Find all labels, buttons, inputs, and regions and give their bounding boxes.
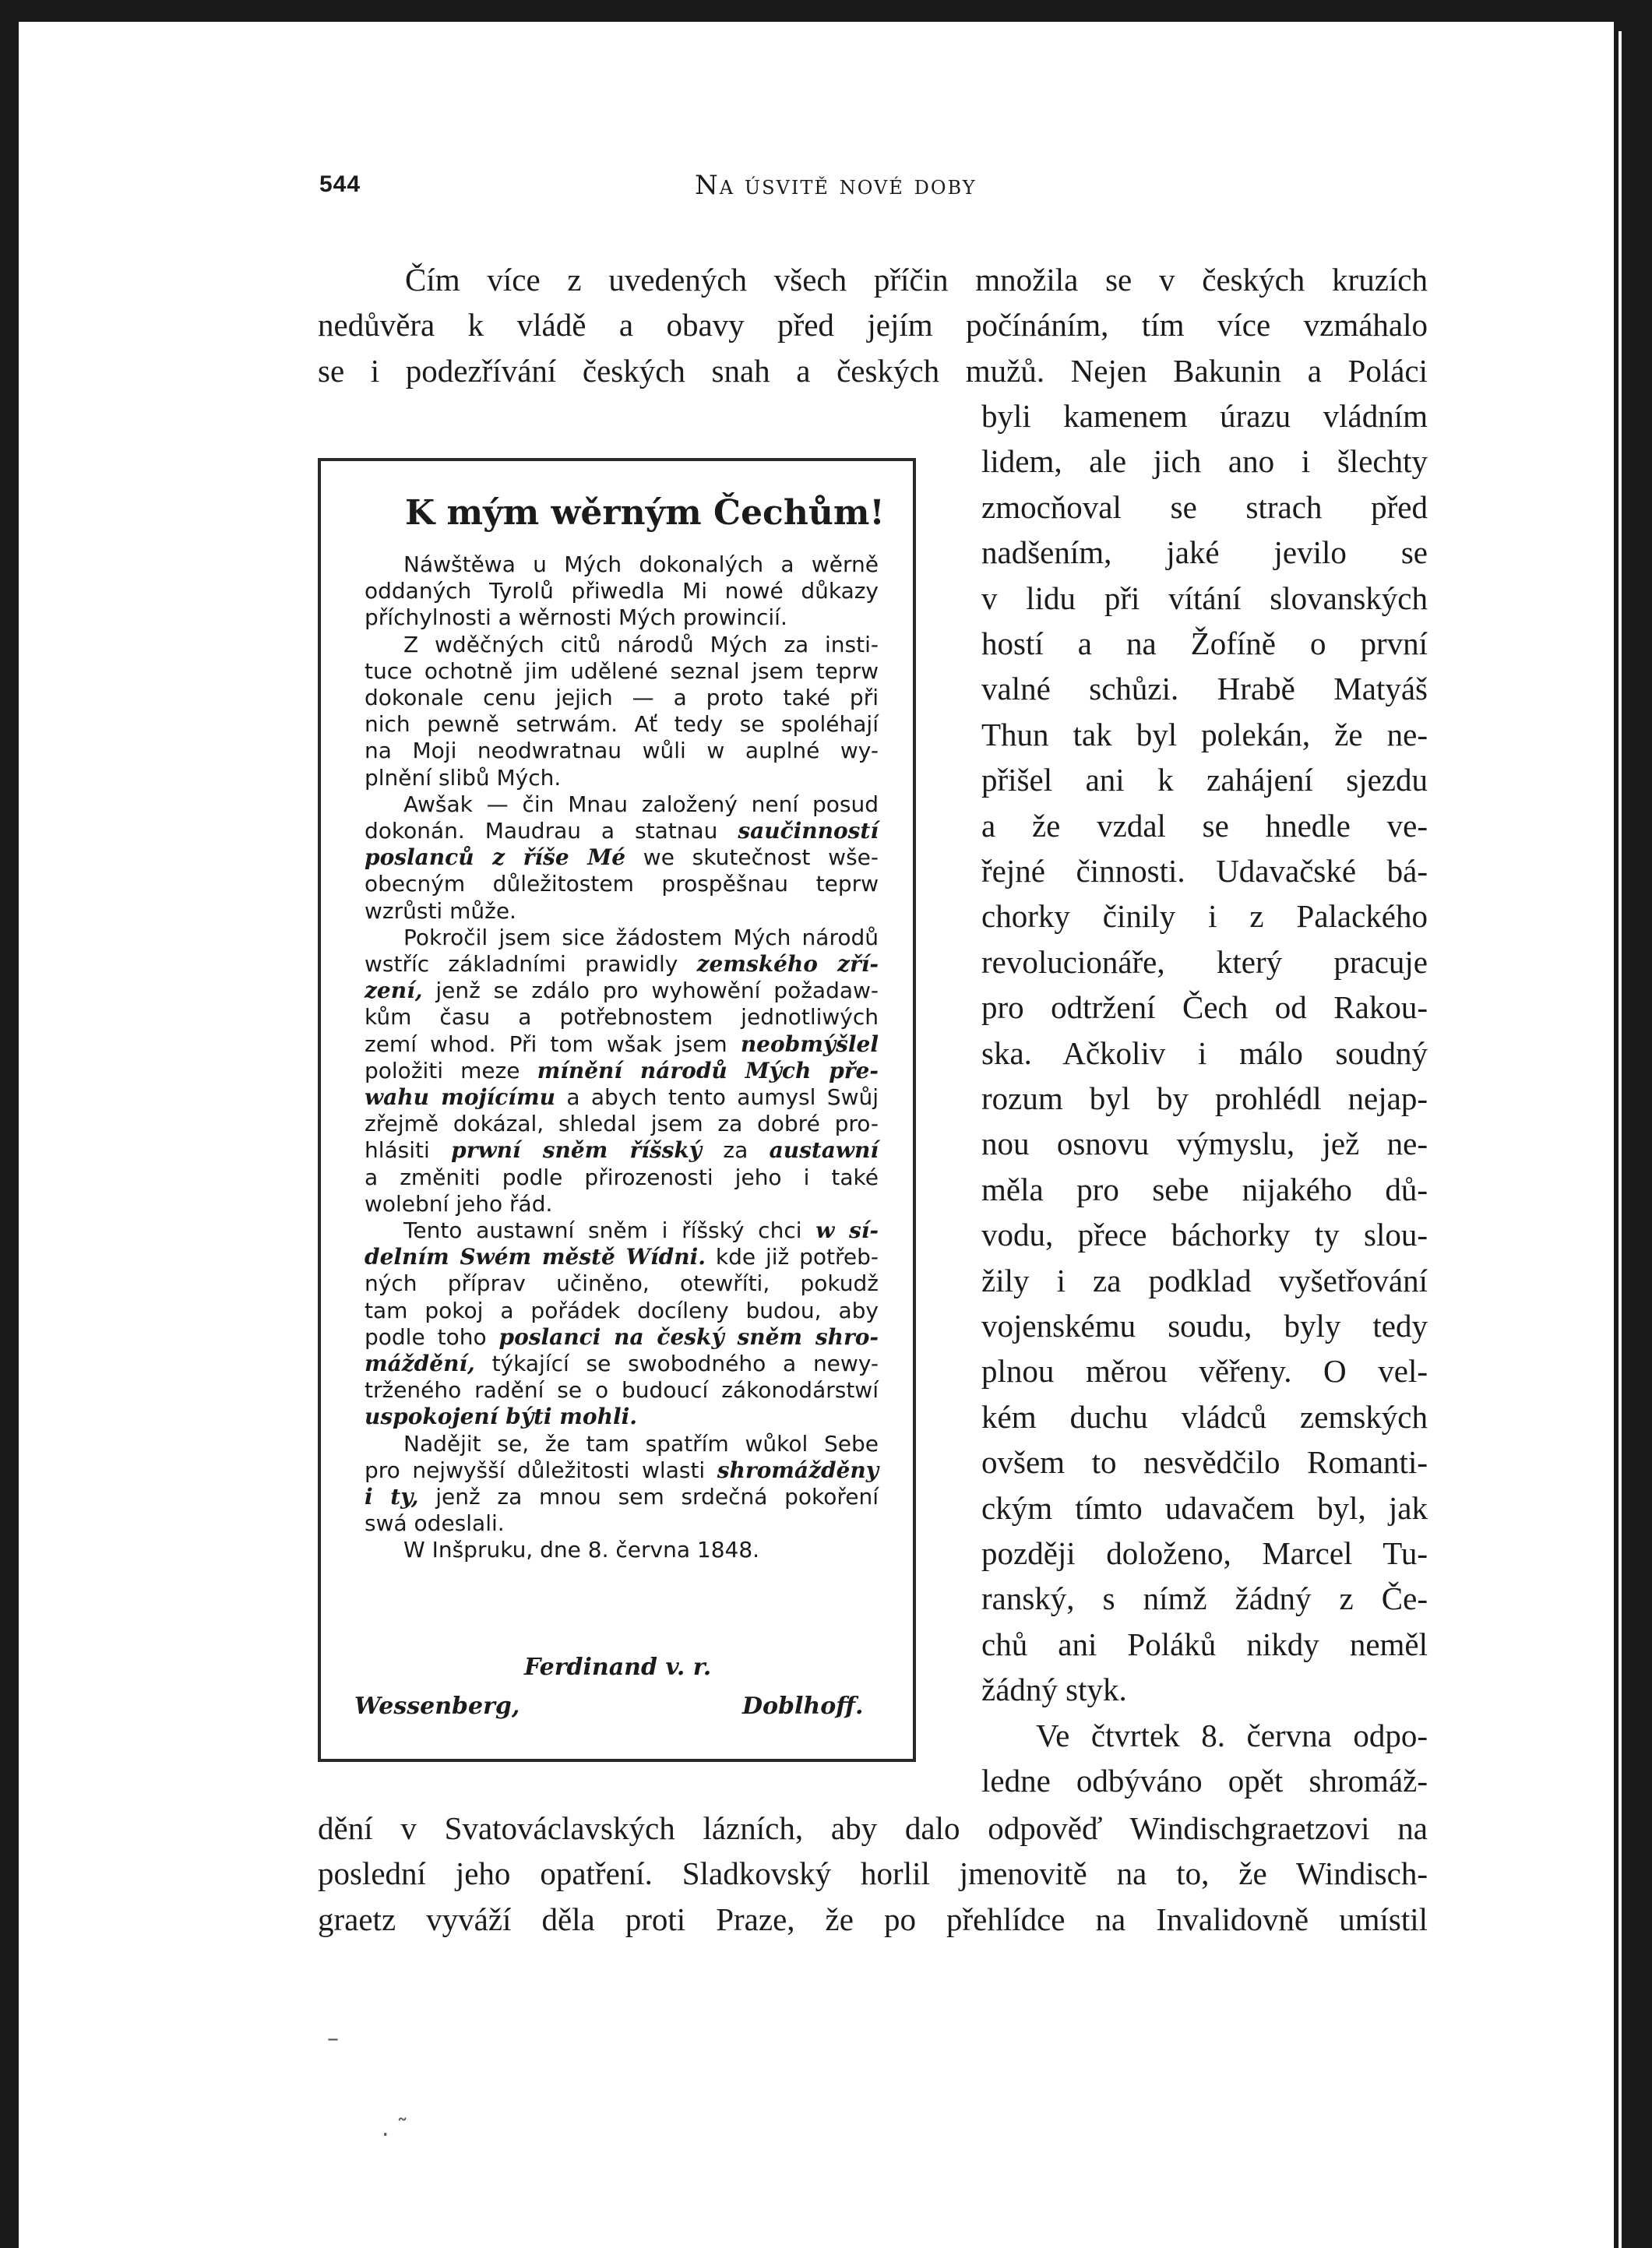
scan-border-top [0,0,1652,22]
proclamation-line [365,1111,879,1137]
proclamation-line [365,1457,879,1484]
emphasis-text: zemského zří- [696,951,879,977]
proclamation-line [365,658,879,685]
proclamation-line [365,1324,879,1351]
proclamation-line [365,738,879,764]
proclamation-line [365,1404,879,1430]
emphasis-text: poslanci na český sněm shro- [498,1323,879,1350]
text-line: chorky činily i z Palackého [981,898,1428,935]
proclamation-line [365,765,879,791]
text-span: kde již potřeb- [705,1244,879,1270]
text-line: žily i za podklad vyšetřování [981,1262,1428,1298]
proclamation-line [365,1137,879,1164]
proclamation-line [365,1270,879,1297]
text-span: trženého radění se o budoucí zákonodárstwí [365,1377,879,1404]
proclamation-line [365,1165,879,1191]
text-line: poslední jeho opatření. Sladkovský horlil jmenovitě na to, že Windisch- [318,1855,1428,1892]
text-line: pro odtržení Čech od Rakou- [981,989,1428,1026]
emphasis-text: uspokojení býti mohli. [365,1404,637,1430]
proclamation-line [365,898,879,925]
text-line: řejné činnosti. Udavačské bá- [981,853,1428,889]
emphasis-text: i ty, [365,1484,419,1510]
text-line: ska. Ačkoliv i málo soudný [981,1034,1428,1071]
text-line: Ve čtvrtek 8. června odpo- [1036,1717,1428,1753]
text-span: tuce ochotně jim udělené seznal jsem teprw [365,657,879,684]
text-span: jenž se zdálo pro wyhowění požadaw- [422,978,879,1004]
text-span: Pokročil jsem sice žádostem Mých národů [403,924,879,950]
text-line: Čím více z uvedených všech příčin množila se v českých kruzích [405,262,1428,298]
text-line: valné schůzi. Hrabě Matyáš [981,671,1428,707]
page-number: 544 [319,171,361,197]
scan-mark: – [327,2025,339,2052]
text-span: dokonale cenu jejich — a proto také při [365,685,879,710]
proclamation-line [365,1031,879,1058]
scan-mark: . ˜ [382,2115,409,2142]
text-span: plnění slibů Mých. [365,764,562,791]
text-span: a změniti podle přirozenosti jeho i také [365,1164,879,1190]
proclamation-line [365,578,879,604]
text-line: vodu, přece báchorky ty slou- [981,1217,1428,1253]
text-span: podle toho [365,1323,499,1350]
text-span: obecným důležitostem prospěšnau teprw [365,871,879,897]
text-span: za [702,1137,770,1164]
text-line: později doloženo, Marcel Tu- [981,1535,1428,1571]
text-span: Z wděčných citů národů Mých za insti- [403,631,879,657]
text-span: Awšak — čin Mnau založený není posud [403,791,879,817]
emphasis-text: neobmýšlel [740,1031,879,1057]
signature-ferdinand: Ferdinand v. r. [524,1654,712,1681]
text-span: ných příprav učiněno, otewříti, pokudž [365,1270,879,1297]
text-line: byli kamenem úrazu vládním [981,398,1428,434]
text-line: revolucionáře, který pracuje [981,943,1428,980]
text-line: nou osnovu výmyslu, jež ne- [981,1126,1428,1162]
proclamation-title: K mým wěrným Čechům! [405,493,885,533]
proclamation-line [403,551,879,578]
text-line: Thun tak byl polekán, že ne- [981,716,1428,752]
text-line: nadšením, jaké jevilo se [981,534,1428,571]
emphasis-text: w sí- [815,1217,879,1243]
proclamation-line [365,1484,879,1510]
emphasis-text: zení, [365,978,423,1004]
text-span: týkající se swobodného a newy- [474,1351,879,1376]
text-line: lidem, ale jich ano i šlechty [981,443,1428,480]
text-span: tam pokoj a pořádek docíleny budou, aby [365,1297,879,1323]
emphasis-text: wahu mojícímu [365,1084,555,1110]
text-line: přišel ani k zahájení sjezdu [981,762,1428,798]
signature-wessenberg: Wessenberg, [354,1693,520,1720]
proclamation-line [365,1084,879,1111]
text-span: Tento austawní sněm i říšský chci [403,1217,816,1243]
text-line: ovšem to nesvědčilo Romanti- [981,1444,1428,1481]
proclamation-line [365,1377,879,1404]
text-span: swá odeslali. [365,1510,505,1537]
proclamation-line [365,1191,879,1217]
proclamation-line [365,1244,879,1270]
proclamation-line [403,1537,879,1563]
proclamation-line [365,1351,879,1377]
proclamation-line [403,791,879,818]
proclamation-line [365,818,879,844]
proclamation-line [365,604,879,631]
text-span: Nadějit se, že tam spatřím wůkol Sebe [403,1430,879,1457]
text-line: ledne odbýváno opět shromáž- [981,1763,1428,1799]
emphasis-text: delním Swém městě Wídni. [365,1244,706,1270]
text-line: vojenskému soudu, byly tedy [981,1308,1428,1344]
text-span: oddaných Tyrolů přiwedla Mi nowé důkazy [365,578,879,604]
proclamation-line [365,871,879,897]
text-span: Náwštěwa u Mých dokonalých a wěrně [403,551,879,577]
text-span: wzrůsti může. [365,897,516,924]
proclamation-line [365,1004,879,1031]
proclamation-line [365,1298,879,1324]
text-span: dokonán. Maudrau a statnau [365,818,738,844]
emphasis-text: saučinností [738,818,879,844]
emphasis-text: máždění, [365,1351,475,1376]
text-span: W Inšpruku, dne 8. června 1848. [403,1537,760,1563]
proclamation-line [365,1058,879,1084]
text-span: nich pewně setrwám. Ať tedy se spoléhají [365,711,879,738]
text-span: na Moji neodwratnau wůli w auplné wy- [365,738,879,764]
proclamation-line [365,978,879,1004]
text-span: a abych tento aumysl Swůj [555,1084,879,1110]
proclamation-line [365,844,879,871]
text-line: kém duchu vládců zemských [981,1398,1428,1435]
text-span: jenž za mnou sem srdečná pokoření [418,1484,879,1510]
emphasis-text: mínění národů Mých pře- [537,1057,879,1083]
text-span: wolební jeho řád. [365,1190,553,1217]
text-span: kům času a potřebnostem jednotliwých [365,1004,879,1031]
proclamation-line [365,685,879,711]
text-line: žádný styk. [981,1672,1127,1708]
text-line: hostí a na Žofíně o první [981,625,1428,661]
text-line: a že vzdal se hnedle ve- [981,807,1428,844]
text-line: ranský, s nímž žádný z Če- [981,1580,1428,1617]
text-span: wstříc základními prawidly [365,951,697,977]
text-line: rozum byl by prohlédl nejap- [981,1080,1428,1116]
text-line: se i podezřívání českých snah a českých mužů. Nejen Bakunin a Poláci [318,352,1428,389]
running-title: Na úsvitě nové doby [695,170,977,201]
text-line: v lidu při vítání slovanských [981,580,1428,616]
text-line: dění v Svatováclavských lázních, aby dalo odpověď Windischgraetzovi na [318,1810,1428,1846]
emphasis-text: austawní [769,1137,879,1164]
emphasis-text: poslanců z říše Mé [365,844,626,871]
text-line: chů ani Poláků nikdy neměl [981,1626,1428,1662]
proclamation-line [403,632,879,658]
text-span: zřejmě dokázal, shledal jsem za dobré pro- [365,1111,879,1137]
text-span: pro nejwyšší důležitosti wlasti [365,1457,717,1483]
text-line: nedůvěra k vládě a obavy před jejím počínáním, tím více vzmáhalo [318,307,1428,344]
text-span: zemí whod. Při tom wšak jsem [365,1031,741,1057]
proclamation-line [365,1510,879,1537]
proclamation-line [365,711,879,738]
proclamation-line [403,1431,879,1457]
text-line: zmocňoval se strach před [981,488,1428,525]
proclamation-line [403,1217,879,1244]
proclamation-line [365,951,879,978]
emphasis-text: prwní sněm říšský [451,1137,703,1164]
text-line: měla pro sebe nijakého dů- [981,1171,1428,1207]
text-line: plnou měrou věřeny. O vel- [981,1353,1428,1390]
text-line: graetz vyváží děla proti Praze, že po přehlídce na Invalidovně umístil [318,1901,1428,1937]
text-span: we skutečnost wše- [625,844,879,871]
text-span: položiti meze [365,1057,537,1083]
text-span: hlásiti [365,1137,452,1164]
emphasis-text: shromážděny [717,1457,879,1483]
scan-border-gap [1619,31,1622,2248]
scan-border-left [0,0,19,2248]
signature-doblhoff: Doblhoff. [742,1693,864,1720]
text-line: ckým tímto udavačem byl, jak [981,1489,1428,1526]
text-span: příchylnosti a wěrnosti Mých prowincií. [365,604,787,631]
proclamation-line [403,925,879,951]
